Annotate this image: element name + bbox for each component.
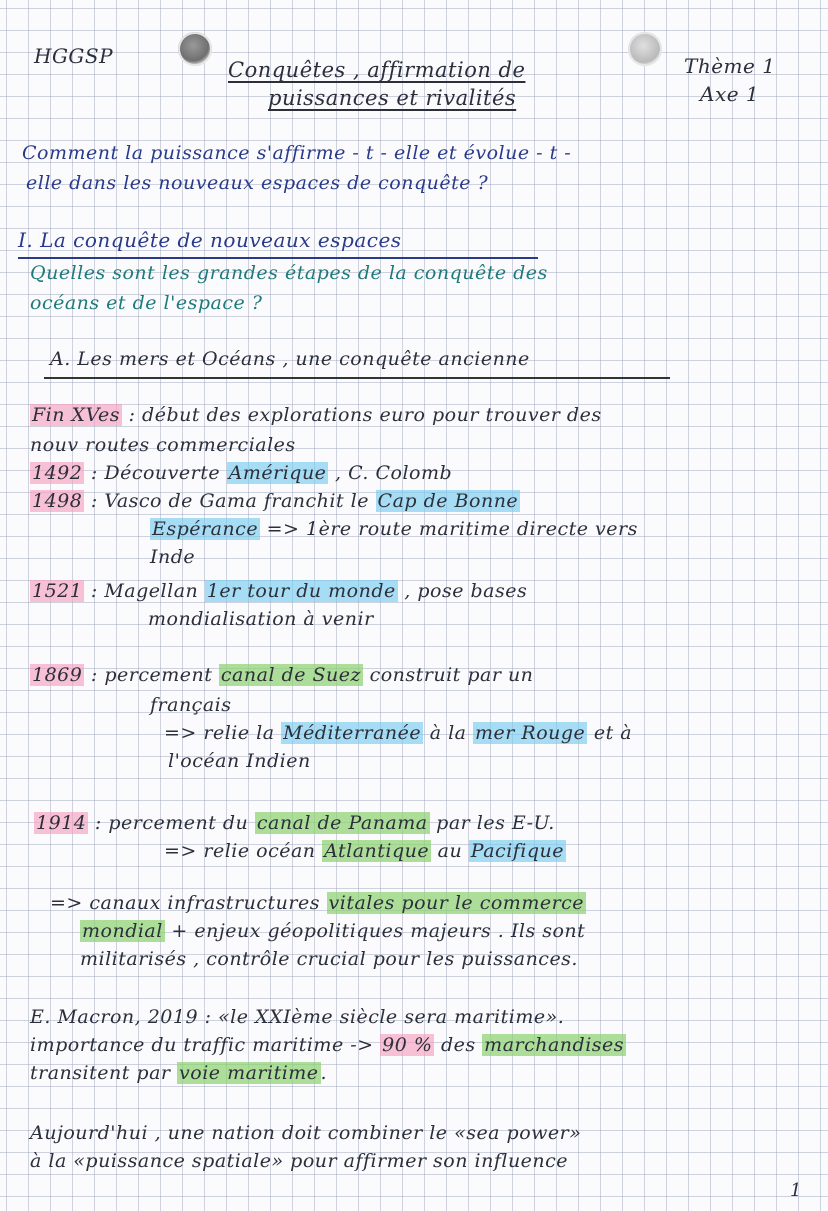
entry-text: => relie la — [164, 722, 275, 744]
page-number: 1 — [790, 1180, 802, 1201]
highlight-voie-maritime: voie maritime — [179, 1062, 319, 1084]
entry-text: , C. Colomb — [334, 462, 453, 484]
macron-text: transitent par — [30, 1062, 171, 1084]
theme-label: Thème 1 — [684, 54, 776, 78]
entry-1869-line2: français — [150, 694, 232, 716]
date-1869: 1869 — [32, 664, 83, 686]
highlight-amerique: Amérique — [228, 462, 327, 484]
canaux-line1 — [50, 892, 586, 914]
date-1521: 1521 — [32, 580, 83, 602]
date-1492: 1492 — [32, 462, 83, 484]
date-1914: 1914 — [36, 812, 87, 834]
highlight-pacifique: Pacifique — [470, 840, 565, 862]
entry-1521 — [30, 580, 527, 602]
axe-label: Axe 1 — [700, 82, 760, 106]
main-question-line1: Comment la puissance s'affirme - t - elle et évolue - t - — [22, 142, 572, 164]
highlight-mediterranee: Méditerranée — [283, 722, 422, 744]
subsection-title: A. Les mers et Océans , une conquête ancienne — [50, 348, 530, 370]
canaux-text: + enjeux géopolitiques majeurs . Ils sont — [171, 920, 586, 942]
entry-1498-line2 — [150, 518, 638, 540]
macron-text: importance du traffic maritime -> — [30, 1034, 374, 1056]
entry-fin-xves — [30, 404, 602, 426]
aujourdhui-line1: Aujourd'hui , une nation doit combiner le «sea power» — [30, 1122, 582, 1144]
entry-1521-line2: mondialisation à venir — [148, 608, 374, 630]
macron-text: des — [440, 1034, 476, 1056]
entry-1498 — [30, 490, 520, 512]
entry-1914 — [34, 812, 555, 834]
entry-text: au — [437, 840, 463, 862]
highlight-cap-bonne: Cap de Bonne — [377, 490, 519, 512]
entry-text: et à — [593, 722, 633, 744]
main-question-line2: elle dans les nouveaux espaces de conquête ? — [26, 172, 489, 194]
entry-text: : percement du — [94, 812, 249, 834]
entry-1492 — [30, 462, 452, 484]
entry-text: : début des explorations euro pour trouver des — [128, 404, 602, 426]
entry-1498-line3: Inde — [150, 546, 196, 568]
highlight-mer-rouge: mer Rouge — [475, 722, 586, 744]
entry-text: : Magellan — [90, 580, 199, 602]
entry-text: par les E-U. — [436, 812, 555, 834]
canaux-line2 — [80, 920, 585, 942]
entry-text: : Vasco de Gama franchit le — [90, 490, 369, 512]
section-underline — [18, 257, 538, 259]
aujourdhui-line2: à la «puissance spatiale» pour affirmer son influence — [30, 1150, 569, 1172]
canaux-line3: militarisés , contrôle crucial pour les puissances. — [80, 948, 578, 970]
subsection-underline — [44, 377, 670, 379]
entry-text: construit par un — [369, 664, 534, 686]
highlight-mondial: mondial — [82, 920, 163, 942]
entry-1869-line3 — [164, 722, 632, 744]
page-title-line1: Conquêtes , affirmation de — [228, 58, 526, 82]
entry-text: => relie océan — [164, 840, 316, 862]
entry-1869 — [30, 664, 533, 686]
highlight-canal-suez: canal de Suez — [220, 664, 362, 686]
macron-line2 — [30, 1034, 626, 1056]
entry-text: : percement — [90, 664, 213, 686]
highlight-atlantique: Atlantique — [324, 840, 430, 862]
entry-1869-line4: l'océan Indien — [168, 750, 311, 772]
highlight-90-percent: 90 % — [382, 1034, 433, 1056]
macron-line1: E. Macron, 2019 : «le XXIème siècle sera maritime». — [30, 1006, 565, 1028]
date-1498: 1498 — [32, 490, 83, 512]
highlight-vitales: vitales pour le commerce — [328, 892, 585, 914]
entry-text: à la — [429, 722, 467, 744]
highlight-tour-du-monde: 1er tour du monde — [206, 580, 396, 602]
binder-hole-right — [628, 32, 662, 66]
macron-text: . — [320, 1062, 328, 1084]
entry-1914-line2 — [164, 840, 566, 862]
entry-text: : Découverte — [90, 462, 221, 484]
page-title-line2: puissances et rivalités — [268, 86, 517, 110]
section-question-line2: océans et de l'espace ? — [30, 292, 263, 314]
entry-text: , pose bases — [404, 580, 528, 602]
entry-text: => 1ère route maritime directe vers — [266, 518, 638, 540]
entry-fin-xves-line2: nouv routes commerciales — [30, 434, 296, 456]
subject-label: HGGSP — [34, 44, 114, 68]
macron-line3 — [30, 1062, 327, 1084]
canaux-text: => canaux infrastructures — [50, 892, 320, 914]
binder-hole-left — [178, 32, 212, 66]
highlight-marchandises: marchandises — [484, 1034, 625, 1056]
date-fin-xves: Fin XVes — [32, 404, 121, 426]
section-title: I. La conquête de nouveaux espaces — [18, 228, 402, 252]
highlight-canal-panama: canal de Panama — [256, 812, 428, 834]
section-question-line1: Quelles sont les grandes étapes de la conquête des — [30, 262, 548, 284]
highlight-esperance: Espérance — [152, 518, 259, 540]
